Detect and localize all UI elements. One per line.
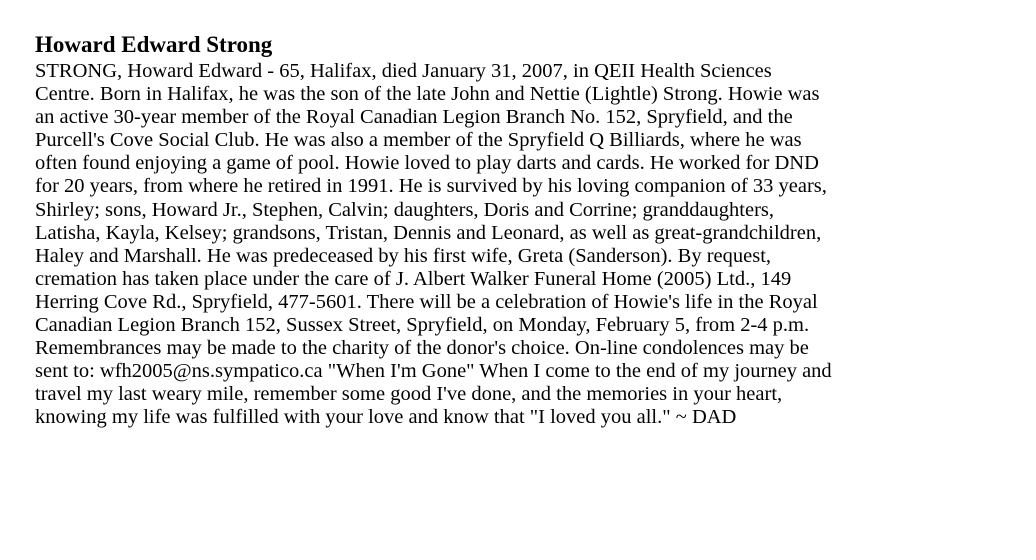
obituary-line: an active 30-year member of the Royal Canadian Legion Branch No. 152, Spryfield, and the [35, 106, 793, 129]
obituary-line: Remembrances may be made to the charity of the donor's choice. On-line condolences may be [35, 337, 809, 360]
obituary-line: cremation has taken place under the care of J. Albert Walker Funeral Home (2005) Ltd., 149 [35, 267, 792, 290]
obituary-title: Howard Edward Strong [35, 32, 273, 57]
obituary-line: knowing my life was fulfilled with your love and know that "I loved you all." ~ DAD [35, 406, 737, 429]
obituary-line: Herring Cove Rd., Spryfield, 477-5601. There will be a celebration of Howie's life in the Royal [35, 290, 818, 313]
obituary-line: Shirley; sons, Howard Jr., Stephen, Calvin; daughters, Doris and Corrine; granddaughters, [35, 198, 775, 221]
obituary-line: often found enjoying a game of pool. Howie loved to play darts and cards. He worked for DND [35, 152, 819, 175]
obituary-line: STRONG, Howard Edward - 65, Halifax, died January 31, 2007, in QEII Health Sciences [35, 60, 772, 82]
obituary-document [35, 30, 1025, 430]
obituary-line: Canadian Legion Branch 152, Sussex Street, Spryfield, on Monday, February 5, from 2-4 p.m. [35, 314, 810, 337]
obituary-line: Purcell's Cove Social Club. He was also a member of the Spryfield Q Billiards, where he was [35, 129, 802, 152]
obituary-line: Haley and Marshall. He was predeceased by his first wife, Greta (Sanderson). By request, [35, 244, 772, 267]
obituary-line: for 20 years, from where he retired in 1991. He is survived by his loving companion of 33 years, [35, 175, 827, 198]
obituary-line: travel my last weary mile, remember some good I've done, and the memories in your heart, [35, 383, 783, 406]
obituary-line: Latisha, Kayla, Kelsey; grandsons, Tristan, Dennis and Leonard, as well as great-grandchildren, [35, 221, 822, 244]
obituary-body [35, 60, 1025, 430]
obituary-line: Centre. Born in Halifax, he was the son of the late John and Nettie (Lightle) Strong. Howie was [35, 83, 820, 106]
obituary-line: sent to: wfh2005@ns.sympatico.ca "When I'm Gone" When I come to the end of my journey and [35, 360, 832, 383]
